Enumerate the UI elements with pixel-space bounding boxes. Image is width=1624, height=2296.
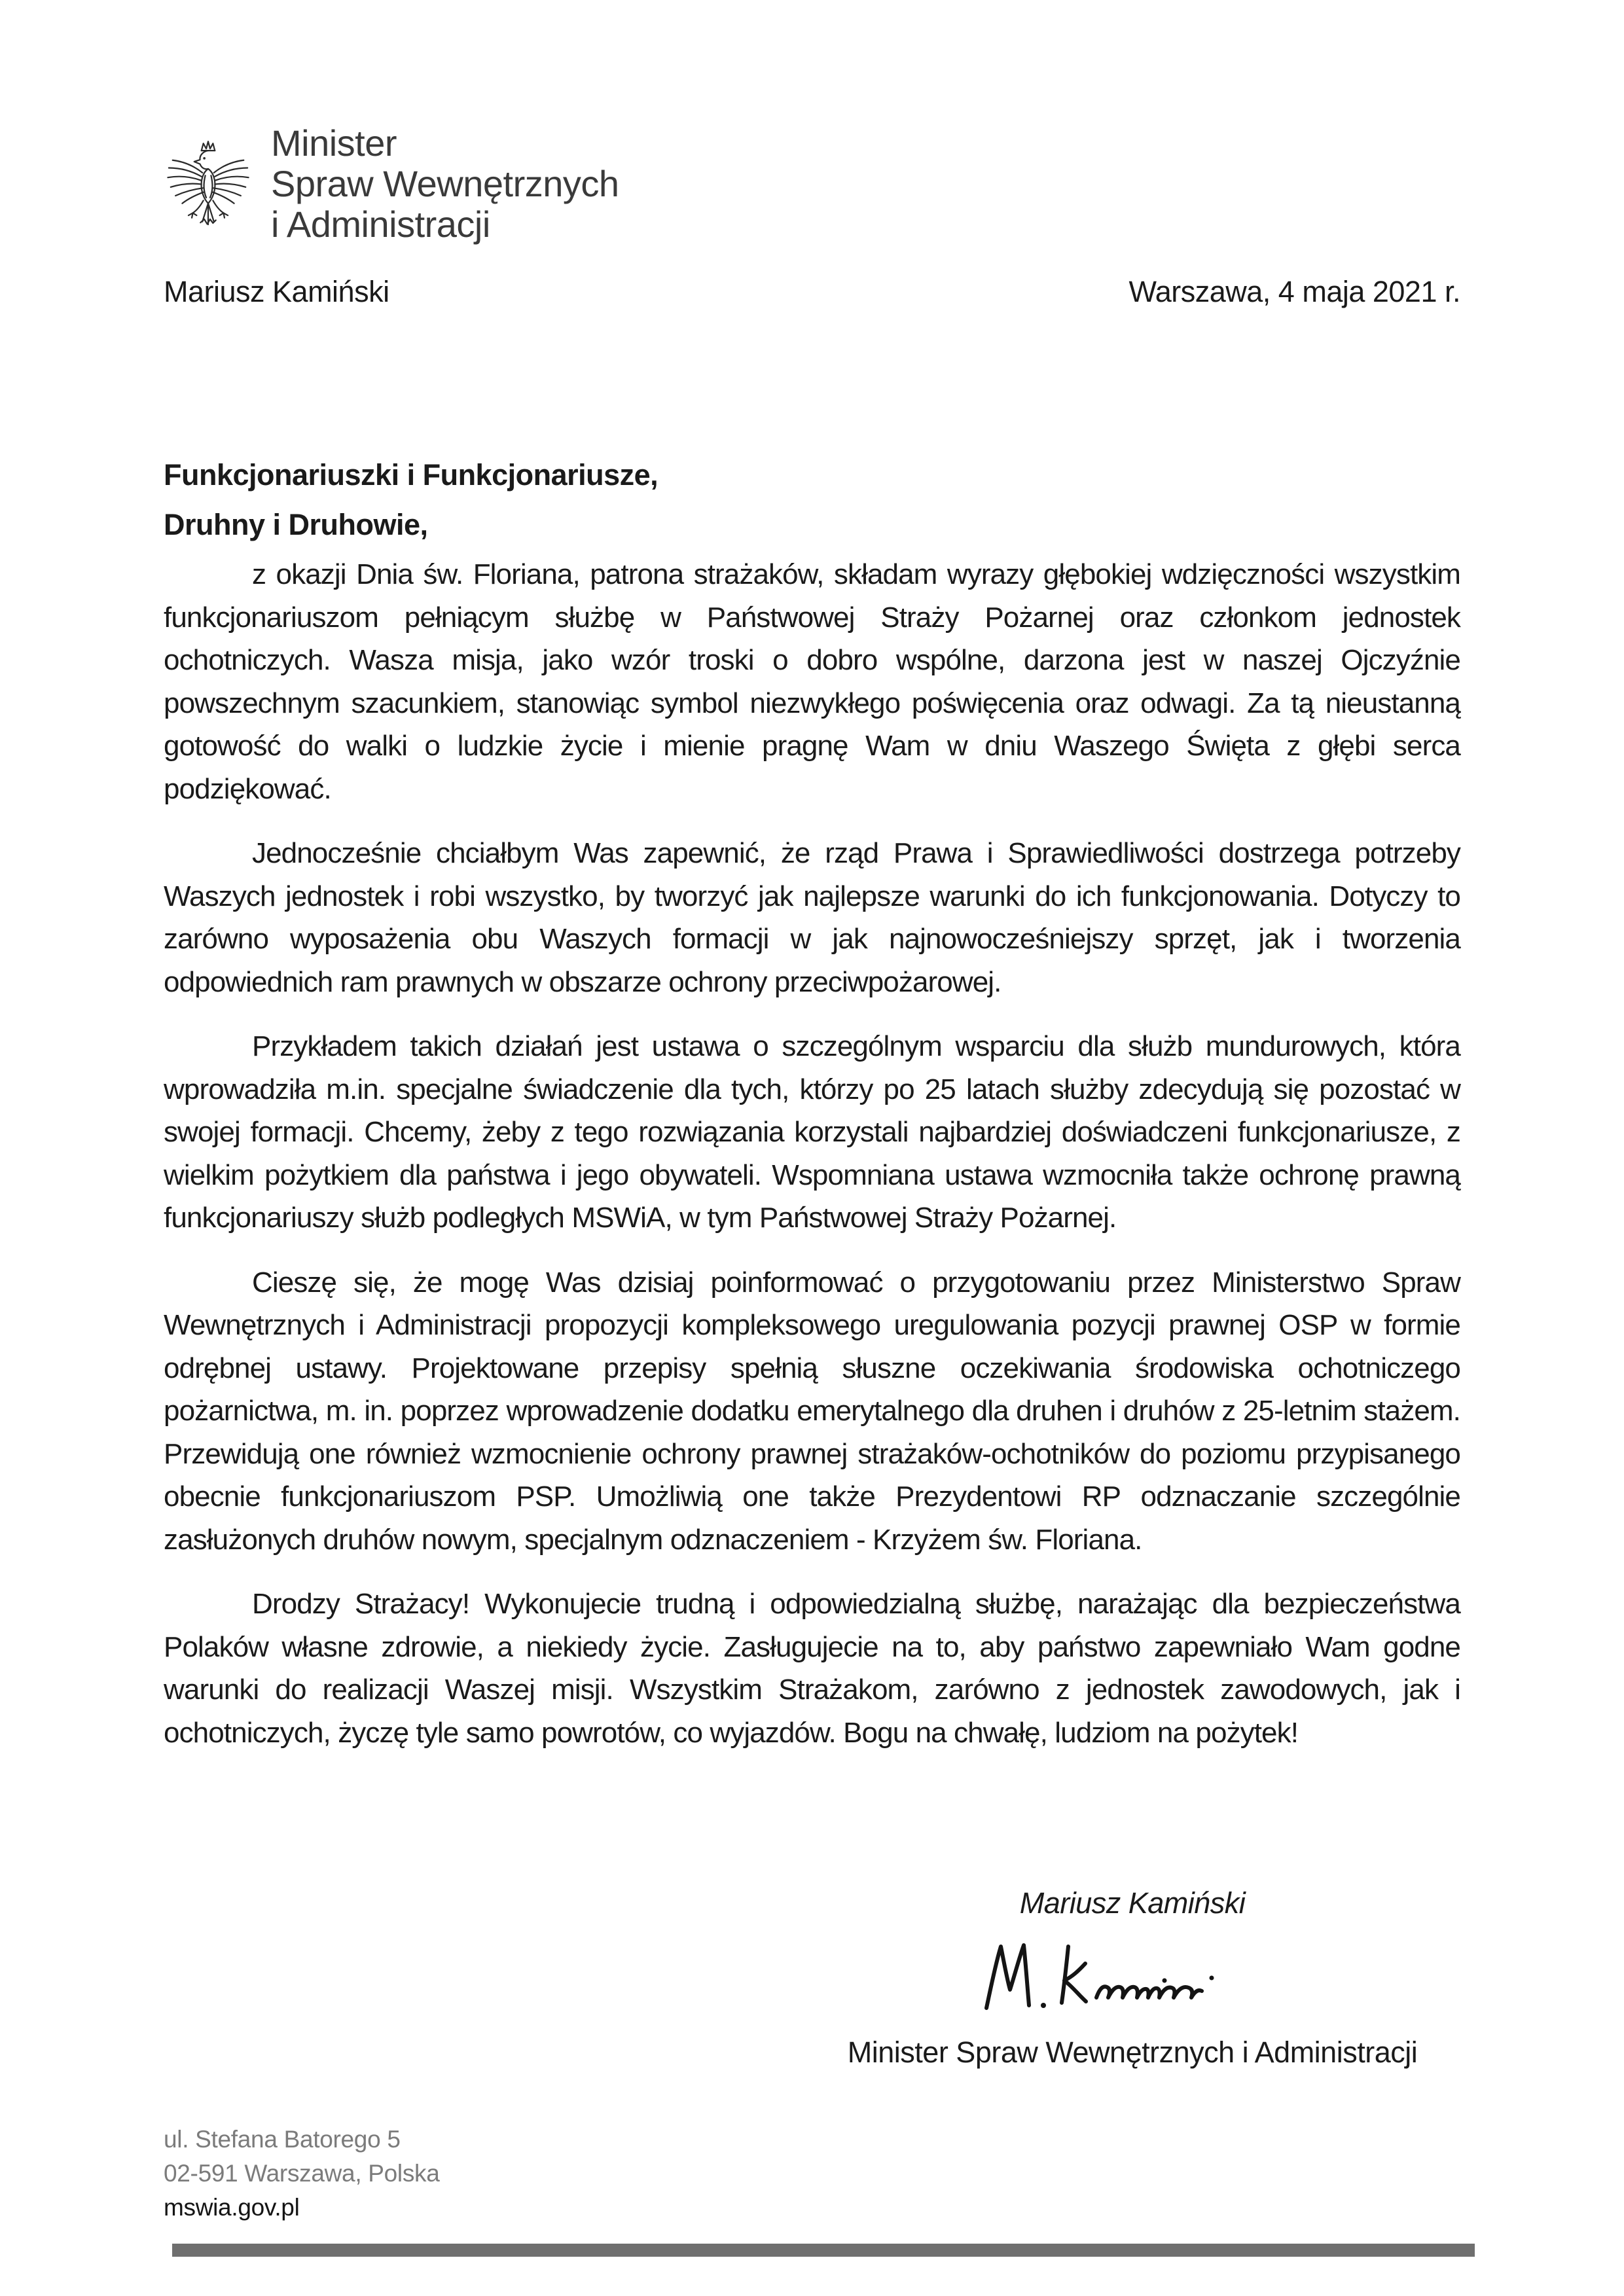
polish-eagle-emblem-icon <box>165 127 251 245</box>
salutation-line1: Funkcjonariuszki i Funkcjonariusze, <box>164 458 659 492</box>
signer-name: Mariusz Kamiński <box>1019 1886 1246 1920</box>
paragraph-3: Przykładem takich działań jest ustawa o szczególnym wsparciu dla służb mundurowych, która wprowadziła m.in. specjalne świadczenie dla tych, którzy po 25 latach służby zdecydują się pozostać w swojej formacji. Chcemy, żeby z tego rozwiązania korzystali najbardziej doświadczeni funkcjonariusze, z wielkim pożytkiem dla państwa i jego obywateli. Wspomniana ustawa wzmocniła także ochronę prawną funkcjonariuszy służb podległych MSWiA, w tym Państwowej Straży Pożarnej. <box>164 1030 1460 1234</box>
sender-name: Mariusz Kamiński <box>164 275 389 308</box>
paragraph-5: Drodzy Strażacy! Wykonujecie trudną i odpowiedzialną służbę, narażając dla bezpieczeństwa Polaków własne zdrowie, a niekiedy życie. Zasługujecie na to, aby państwo zapewniało Wam godne warunki do realizacji Waszej misji. Wszystkim Strażakom, zarówno z jednostek zawodowych, jak i ochotniczych, życzę tyle samo powrotów, co wyjazdów. Bogu na chwałę, ludziom na pożytek! <box>164 1588 1460 1749</box>
letterhead-title-line3: i Administracji <box>271 204 490 245</box>
letterhead-title <box>271 123 619 245</box>
closing-block <box>792 1886 1473 2070</box>
footer-address <box>164 2123 440 2225</box>
letterhead-title-line1: Minister <box>271 122 397 164</box>
footer-street: ul. Stefana Batorego 5 <box>164 2126 401 2153</box>
bottom-divider-bar <box>172 2244 1475 2257</box>
paragraph-1: z okazji Dnia św. Floriana, patrona strażaków, składam wyrazy głębokiej wdzięczności wszystkim funkcjonariuszom pełniącym służbę w Państwowej Straży Pożarnej oraz członkom jednostek ochotniczych. Wasza misja, jako wzór troski o dobro wspólne, darzona jest w naszej Ojczyźnie powszechnym szacunkiem, stanowiąc symbol niezwykłego poświęcenia oraz odwagi. Za tą nieustanną gotowość do walki o ludzkie życie i mienie pragnę Wam w dniu Waszego Święta z głębi serca podziękować. <box>164 558 1460 805</box>
signer-title: Minister Spraw Wewnętrznych i Administracji <box>847 2036 1418 2069</box>
footer-city: 02-591 Warszawa, Polska <box>164 2160 440 2187</box>
salutation-line2: Druhny i Druhowie, <box>164 508 428 541</box>
handwritten-signature <box>979 1935 1286 2026</box>
letterhead-title-line2: Spraw Wewnętrznych <box>271 163 619 204</box>
letterhead <box>165 123 619 245</box>
letter-body <box>164 553 1460 1776</box>
signature-icon <box>979 1935 1286 2026</box>
paragraph-4: Cieszę się, że mogę Was dzisiaj poinformować o przygotowaniu przez Ministerstwo Spraw Wewnętrznych i Administracji propozycji kompleksowego uregulowania pozycji prawnej OSP w formie odrębnej ustawy. Projektowane przepisy spełnią słuszne oczekiwania środowiska ochotniczego pożarnictwa, m. in. poprzez wprowadzenie dodatku emerytalnego dla druhen i druhów z 25-letnim stażem. Przewidują one również wzmocnienie ochrony prawnej strażaków-ochotników do poziomu przypisanego obecnie funkcjonariuszom PSP. Umożliwią one także Prezydentowi RP odznaczanie szczególnie zasłużonych druhów nowym, specjalnym odznaczeniem - Krzyżem św. Floriana. <box>164 1266 1460 1556</box>
paragraph-2: Jednocześnie chciałbym Was zapewnić, że rząd Prawa i Sprawiedliwości dostrzega potrzeby Waszych jednostek i robi wszystko, by tworzyć jak najlepsze warunki do ich funkcjonowania. Dotyczy to zarówno wyposażenia obu Waszych formacji w jak najnowocześniejszy sprzęt, jak i tworzenia odpowiednich ram prawnych w obszarze ochrony przeciwpożarowej. <box>164 837 1460 998</box>
footer-website: mswia.gov.pl <box>164 2194 300 2221</box>
place-date: Warszawa, 4 maja 2021 r. <box>1128 275 1460 308</box>
salutation <box>164 450 658 550</box>
byline-row <box>164 275 1460 309</box>
